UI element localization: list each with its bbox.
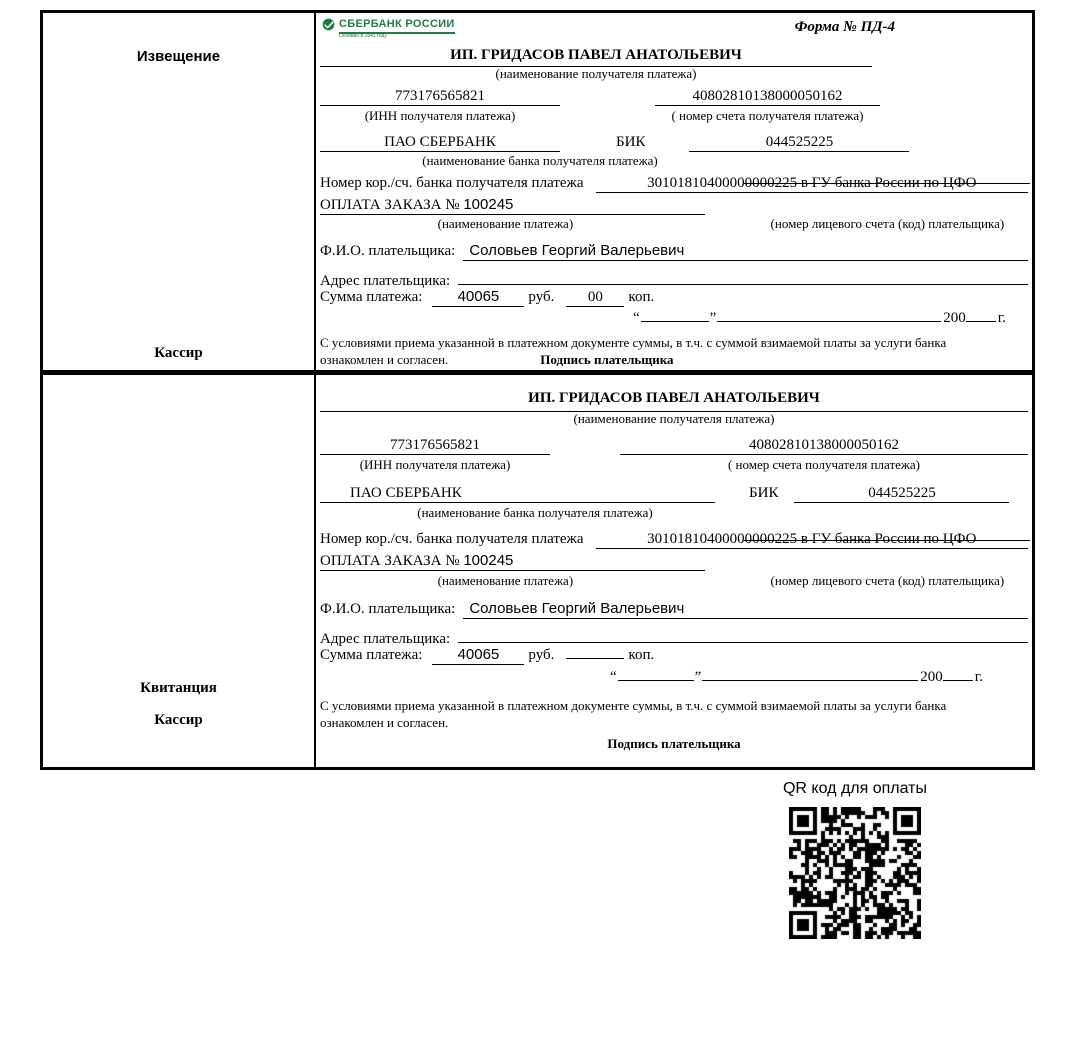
bik-value: 044525225 bbox=[689, 133, 909, 152]
sberbank-logo-tagline: Основан в 1841 году bbox=[339, 33, 387, 40]
amount-rub-value: 40065 bbox=[432, 646, 524, 665]
logo-row bbox=[320, 13, 1028, 46]
amount-label: Сумма платежа: bbox=[320, 289, 423, 305]
payer-address-value bbox=[458, 624, 1028, 643]
cashier-label: Кассир bbox=[154, 345, 203, 361]
terms-block bbox=[320, 335, 1028, 369]
inn-value: 773176565821 bbox=[320, 436, 550, 455]
payer-address-label: Адрес плательщика: bbox=[320, 273, 451, 289]
personal-account-caption: (номер лицевого счета (код) плательщика) bbox=[770, 216, 1005, 231]
year-suffix: г. bbox=[974, 669, 983, 685]
account-caption: ( номер счета получателя платежа) bbox=[727, 457, 921, 472]
corr-account-label: Номер кор./сч. банка получателя платежа bbox=[320, 175, 584, 191]
terms-line1: С условиями приема указанной в платежном документе суммы, в т.ч. с суммой взимаемой платы за услуги банка bbox=[320, 335, 947, 350]
account-caption: ( номер счета получателя платежа) bbox=[671, 108, 864, 123]
payer-address-row bbox=[320, 266, 1028, 288]
terms-line2-row bbox=[320, 352, 1028, 369]
corr-account-value: 30101810400000000225 в ГУ банка России по ЦФО bbox=[596, 174, 1028, 193]
inn-caption: (ИНН получателя платежа) bbox=[364, 108, 516, 123]
bank-caption-row bbox=[320, 154, 1028, 172]
bank-bik-row bbox=[320, 484, 1028, 506]
payer-name-row bbox=[320, 600, 1028, 622]
qr-label: QR код для оплаты bbox=[782, 780, 927, 797]
payee-name-value: ИП. ГРИДАСОВ ПАВЕЛ АНАТОЛЬЕВИЧ bbox=[320, 46, 872, 67]
amount-row bbox=[320, 646, 1028, 668]
payment-caption: (наименование платежа) bbox=[437, 216, 574, 231]
sberbank-logo-text-block bbox=[339, 18, 455, 40]
sberbank-logo-text: СБЕРБАНК РОССИИ bbox=[339, 18, 455, 34]
bik-label: БИК bbox=[749, 485, 779, 501]
amount-row bbox=[320, 288, 1028, 309]
signature-label: Подпись плательщика bbox=[607, 735, 741, 751]
amount-kop-value bbox=[566, 658, 624, 659]
form-number-label: Форма № ПД-4 bbox=[794, 19, 895, 35]
amount-kop-value: 00 bbox=[566, 288, 624, 307]
payment-purpose-row bbox=[320, 552, 1028, 574]
payment-purpose-label: ОПЛАТА ЗАКАЗА № bbox=[320, 553, 460, 569]
payer-name-value: Соловьев Георгий Валерьевич bbox=[463, 242, 1028, 261]
notice-section bbox=[40, 10, 1035, 372]
inn-account-captions bbox=[320, 109, 1028, 131]
inn-account-row bbox=[320, 436, 1028, 458]
date-month-line bbox=[702, 680, 918, 681]
cashier-label: Кассир bbox=[154, 712, 203, 728]
sberbank-logo-icon bbox=[322, 18, 335, 31]
year-line bbox=[943, 680, 973, 681]
notice-side-column bbox=[43, 13, 316, 370]
bank-name-value: ПАО СБЕРБАНК bbox=[320, 484, 715, 503]
receipt-section bbox=[40, 372, 1035, 770]
inn-caption: (ИНН получателя платежа) bbox=[359, 457, 511, 472]
payer-name-label: Ф.И.О. плательщика: bbox=[320, 601, 456, 617]
inn-value: 773176565821 bbox=[320, 87, 560, 106]
corr-account-label: Номер кор./сч. банка получателя платежа bbox=[320, 531, 584, 547]
payment-purpose-row bbox=[320, 196, 1028, 217]
corr-account-row bbox=[320, 174, 1028, 196]
account-value: 40802810138000050162 bbox=[620, 436, 1028, 455]
notice-title: Извещение bbox=[136, 48, 221, 65]
payer-address-value bbox=[458, 266, 1028, 285]
bik-label: БИК bbox=[616, 134, 646, 150]
inn-account-row bbox=[320, 87, 1028, 109]
open-quote: “ bbox=[609, 669, 617, 685]
bik-value: 044525225 bbox=[794, 484, 1009, 503]
order-number-value: 100245 bbox=[463, 552, 514, 569]
bank-caption: (наименование банка получателя платежа) bbox=[422, 153, 658, 168]
date-day-line bbox=[618, 680, 694, 681]
open-quote: “ bbox=[632, 310, 640, 326]
bank-bik-row bbox=[320, 133, 1028, 154]
payee-name-caption: (наименование получателя платежа) bbox=[573, 411, 775, 426]
personal-account-line bbox=[744, 540, 1030, 541]
year-line bbox=[966, 321, 996, 322]
kop-label: коп. bbox=[628, 289, 655, 305]
date-row bbox=[320, 668, 1028, 692]
receipt-title: Квитанция bbox=[140, 680, 217, 696]
bank-caption: (наименование банка получателя платежа) bbox=[417, 505, 653, 520]
payer-name-row bbox=[320, 242, 1028, 264]
terms-line1: С условиями приема указанной в платежном документе суммы, в т.ч. с суммой взимаемой платы за услуги банка bbox=[320, 698, 947, 713]
date-month-line bbox=[717, 321, 941, 322]
terms-line2: ознакомлен и согласен. bbox=[320, 714, 449, 730]
date-day-line bbox=[641, 321, 709, 322]
payer-address-row bbox=[320, 624, 1028, 646]
order-number-value: 100245 bbox=[463, 196, 514, 213]
corr-account-row bbox=[320, 530, 1028, 552]
payment-caption: (наименование платежа) bbox=[437, 573, 574, 588]
payer-name-value: Соловьев Георгий Валерьевич bbox=[463, 600, 1028, 619]
signature-label: Подпись плательщика bbox=[540, 351, 674, 367]
receipt-form-area bbox=[316, 375, 1032, 767]
notice-form-area bbox=[316, 13, 1032, 370]
close-quote: ” bbox=[694, 669, 702, 685]
payer-address-label: Адрес плательщика: bbox=[320, 631, 451, 647]
payment-purpose-label: ОПЛАТА ЗАКАЗА № bbox=[320, 197, 460, 213]
year-prefix: 200 bbox=[943, 310, 966, 326]
payer-name-label: Ф.И.О. плательщика: bbox=[320, 243, 456, 259]
corr-account-value: 30101810400000000225 в ГУ банка России по ЦФО bbox=[596, 530, 1028, 549]
amount-label: Сумма платежа: bbox=[320, 647, 423, 663]
personal-account-caption: (номер лицевого счета (код) плательщика) bbox=[770, 573, 1005, 588]
bank-caption-row bbox=[320, 506, 1028, 526]
rub-label: руб. bbox=[528, 289, 555, 305]
payee-name-value: ИП. ГРИДАСОВ ПАВЕЛ АНАТОЛЬЕВИЧ bbox=[320, 389, 1028, 412]
kop-label: коп. bbox=[628, 647, 655, 663]
purpose-captions-row bbox=[320, 574, 1028, 596]
receipt-side-column bbox=[43, 375, 316, 767]
purpose-captions-row bbox=[320, 217, 1028, 239]
personal-account-line bbox=[744, 183, 1030, 184]
terms-block bbox=[320, 698, 1028, 732]
sberbank-logo bbox=[320, 18, 455, 40]
payment-purpose-wrap bbox=[320, 196, 1028, 217]
account-value: 40802810138000050162 bbox=[655, 87, 880, 106]
terms-line2: ознакомлен и согласен. bbox=[320, 351, 449, 367]
year-prefix: 200 bbox=[920, 669, 943, 685]
qr-code bbox=[789, 807, 921, 939]
payment-purpose-wrap bbox=[320, 552, 1028, 574]
payment-purpose bbox=[320, 552, 705, 571]
bank-name-value: ПАО СБЕРБАНК bbox=[320, 133, 560, 152]
rub-label: руб. bbox=[528, 647, 555, 663]
date-row bbox=[320, 309, 1028, 331]
payee-name-caption: (наименование получателя платежа) bbox=[495, 66, 697, 81]
payment-purpose bbox=[320, 196, 705, 215]
amount-rub-value: 40065 bbox=[432, 288, 524, 307]
qr-block bbox=[745, 780, 965, 939]
close-quote: ” bbox=[709, 310, 717, 326]
year-suffix: г. bbox=[997, 310, 1006, 326]
inn-account-captions bbox=[320, 458, 1028, 480]
